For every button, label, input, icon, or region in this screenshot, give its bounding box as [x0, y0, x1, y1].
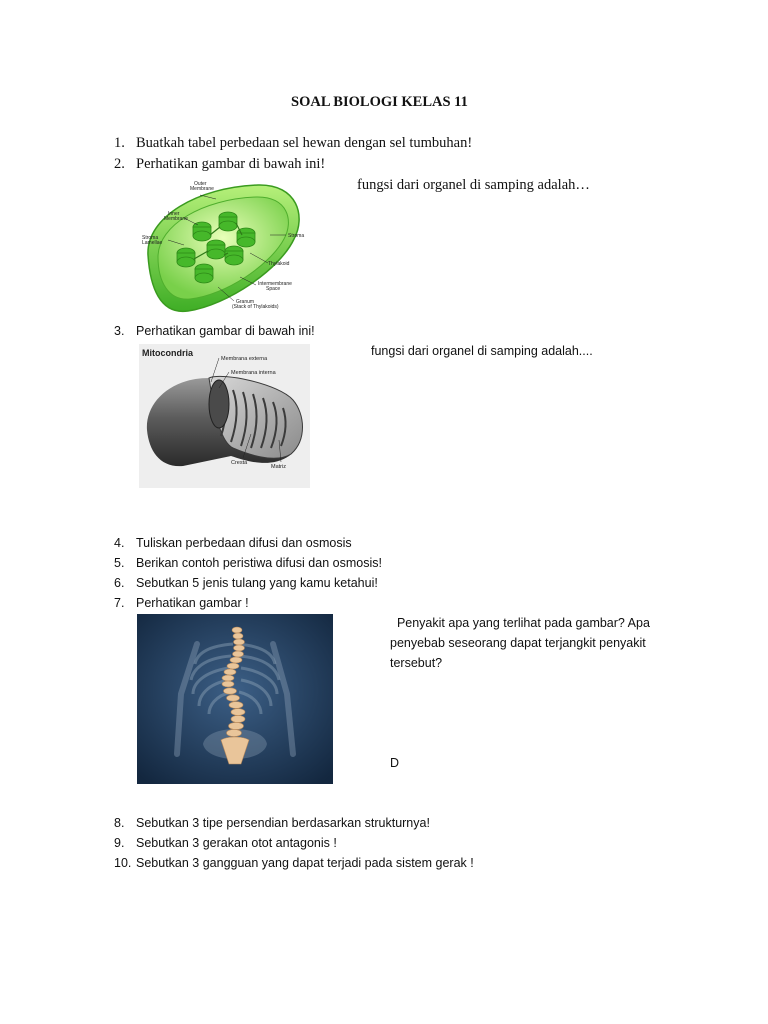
mitocondria-title: Mitocondria [142, 348, 193, 358]
question-text: Buatkah tabel perbedaan sel hewan dengan sel tumbuhan! [136, 135, 473, 151]
question-text: Perhatikan gambar ! [136, 596, 249, 610]
svg-text:Matriz: Matriz [271, 464, 286, 470]
question-text: Sebutkan 3 gerakan otot antagonis ! [136, 836, 337, 850]
question-text: Sebutkan 3 gangguan yang dapat terjadi pada sistem gerak ! [136, 856, 474, 870]
question-number: 6. [114, 576, 125, 590]
label-outer-membrane: Outer [194, 181, 207, 187]
question-5 [114, 556, 382, 570]
question-text: Sebutkan 3 tipe persendian berdasarkan strukturnya! [136, 816, 430, 830]
question-text: Sebutkan 5 jenis tulang yang kamu ketahui! [136, 576, 378, 590]
scoliosis-skeleton-image [137, 614, 333, 784]
question-number: 4. [114, 536, 125, 550]
svg-text:OuterMembrane: Outer Membrane [190, 181, 214, 192]
svg-text:Granum(Stack of Thylakoids): Granum (Stack of Thylakoids) [232, 299, 279, 310]
svg-text:Thylakoid: Thylakoid [268, 261, 290, 267]
chloroplast-image [138, 177, 316, 317]
question-text: Perhatikan gambar di bawah ini! [136, 324, 315, 338]
question-7-side-line-2: penyebab seseorang dapat terjangkit penyakit [390, 636, 646, 650]
question-6 [114, 576, 378, 590]
svg-text:InnerMembrane: Inner Membrane [164, 211, 188, 222]
question-text: Berikan contoh peristiwa difusi dan osmosis! [136, 556, 382, 570]
skeleton-illustration [137, 614, 333, 784]
question-2 [114, 156, 325, 173]
svg-text:IntermembraneSpace: Intermembrane Space [258, 281, 292, 292]
question-7-extra-text: D [390, 756, 400, 770]
question-2-side-text: fungsi dari organel di samping adalah… [357, 177, 590, 193]
question-7-side-line-1: Penyakit apa yang terlihat pada gambar? Apa [390, 616, 650, 630]
chloroplast-illustration [138, 177, 316, 317]
question-number: 1. [114, 135, 125, 151]
question-3-side-text: fungsi dari organel di samping adalah.... [371, 344, 593, 358]
svg-text:Stroma: Stroma [288, 233, 305, 239]
question-number: 8. [114, 816, 125, 830]
question-4 [114, 536, 352, 550]
question-9 [114, 836, 337, 850]
mitochondria-illustration [139, 344, 310, 488]
question-text: Tuliskan perbedaan difusi dan osmosis [136, 536, 352, 550]
question-number: 5. [114, 556, 125, 570]
question-8 [114, 816, 430, 830]
question-text: Perhatikan gambar di bawah ini! [136, 156, 326, 172]
question-number: 2. [114, 156, 125, 172]
question-number: 7. [114, 596, 125, 610]
question-number: 10. [114, 856, 132, 870]
question-number: 9. [114, 836, 125, 850]
page-title: SOAL BIOLOGI KELAS 11 [291, 94, 468, 110]
question-1 [114, 135, 472, 152]
question-number: 3. [114, 324, 125, 338]
svg-text:Membrana externa: Membrana externa [221, 356, 268, 362]
question-7 [114, 596, 249, 610]
svg-text:StromaLamellae: Stroma Lamellae [142, 235, 163, 246]
question-3 [114, 324, 315, 338]
question-10 [114, 856, 474, 870]
svg-text:Membrana interna: Membrana interna [231, 370, 276, 376]
svg-text:Cresta: Cresta [231, 460, 248, 466]
mitochondria-image [139, 344, 310, 488]
question-7-side-line-3: tersebut? [390, 656, 443, 670]
